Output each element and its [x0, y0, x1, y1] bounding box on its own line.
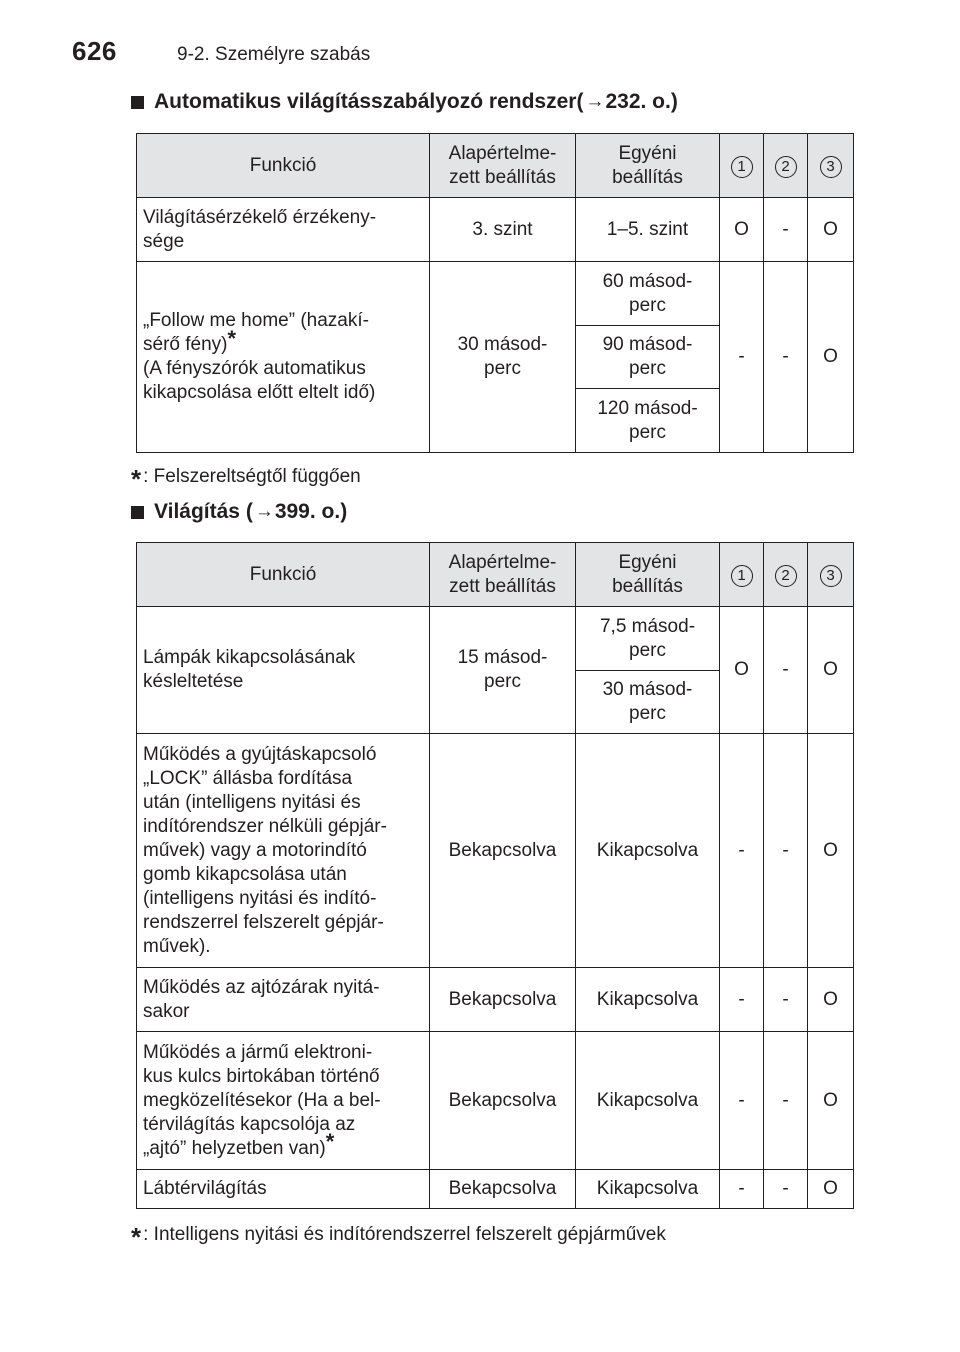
table-header-row: [137, 134, 854, 198]
cell-col-1: -: [720, 734, 764, 968]
circled-3-icon: 3: [820, 565, 842, 587]
header-function: Funkció: [137, 134, 430, 198]
cell-col-1: -: [720, 262, 764, 453]
cell-custom-option: 120 másod- perc: [576, 389, 720, 453]
cell-default: Bekapcsolva: [430, 1170, 576, 1209]
cell-function: Működés az ajtózárak nyitá- sakor: [137, 968, 430, 1032]
footnote-text: : Intelligens nyitási és indítórendszerrel felszerelt gépjárművek: [143, 1224, 666, 1245]
footnote-marker: *: [325, 1129, 335, 1155]
cell-custom-option: 90 másod- perc: [576, 326, 720, 389]
cell-custom: 1–5. szint: [576, 198, 720, 262]
footnote-text: : Felszereltségtől függően: [143, 466, 361, 487]
cell-default: 15 másod- perc: [430, 607, 576, 734]
cell-col-2: -: [764, 1170, 808, 1209]
cell-col-2: -: [764, 968, 808, 1032]
cell-custom: Kikapcsolva: [576, 1032, 720, 1170]
table-row: [137, 1032, 854, 1170]
page-number: 626: [72, 36, 117, 66]
cell-col-2: -: [764, 1032, 808, 1170]
cell-default: Bekapcsolva: [430, 968, 576, 1032]
cell-custom-option: 30 másod- perc: [576, 671, 720, 734]
circled-2-icon: 2: [775, 156, 797, 178]
table-row: [137, 607, 854, 671]
cell-col-2: -: [764, 607, 808, 734]
circled-3-icon: 3: [820, 156, 842, 178]
heading-text: Világítás (: [154, 500, 253, 523]
header-default: Alapértelme- zett beállítás: [430, 134, 576, 198]
cell-function: Világításérzékelő érzékeny- sége: [137, 198, 430, 262]
bullet-square-icon: [131, 506, 144, 519]
cell-custom-option: 60 másod- perc: [576, 262, 720, 326]
cell-col-2: -: [764, 198, 808, 262]
cell-default: Bekapcsolva: [430, 734, 576, 968]
table-row: [137, 198, 854, 262]
section-heading-auto-lighting: [131, 90, 678, 114]
cell-col-1: -: [720, 1032, 764, 1170]
cell-col-1: -: [720, 968, 764, 1032]
header-default: Alapértelme- zett beállítás: [430, 543, 576, 607]
header-col-3: [808, 543, 854, 607]
circled-2-icon: 2: [775, 565, 797, 587]
function-text: „Follow me home” (hazakí- sérő fény): [143, 310, 369, 355]
header-function: Funkció: [137, 543, 430, 607]
cell-col-3: O: [808, 1032, 854, 1170]
cell-col-3: O: [808, 262, 854, 453]
cell-col-1: O: [720, 198, 764, 262]
cell-custom-option: 7,5 másod- perc: [576, 607, 720, 671]
cell-col-1: O: [720, 607, 764, 734]
table-row: [137, 968, 854, 1032]
section-heading-lighting: [131, 500, 347, 524]
bullet-square-icon: [131, 96, 144, 109]
cell-col-3: O: [808, 734, 854, 968]
page-reference: 232. o.): [605, 90, 678, 113]
function-text-note: (A fényszórók automatikus kikapcsolása előtt eltelt idő): [143, 358, 376, 403]
table-header-row: [137, 543, 854, 607]
cell-function: Működés a gyújtáskapcsoló „LOCK” állásba fordítása után (intelligens nyitási és indítórendszer nélküli gépjár- művek) vagy a motorindító gomb kikapcsolása után (intelligens nyitási és indító- rendszerrel felszerelt gépjár- művek).: [137, 734, 430, 968]
header-custom: Egyéni beállítás: [576, 134, 720, 198]
chapter-title: 9-2. Személyre szabás: [177, 44, 371, 65]
arrow-right-icon: →: [254, 501, 274, 522]
cell-col-2: -: [764, 734, 808, 968]
header-col-1: [720, 134, 764, 198]
cell-function: [137, 262, 430, 453]
cell-col-3: O: [808, 198, 854, 262]
cell-col-3: O: [808, 968, 854, 1032]
cell-custom: Kikapcsolva: [576, 1170, 720, 1209]
cell-default: 3. szint: [430, 198, 576, 262]
header-custom: Egyéni beállítás: [576, 543, 720, 607]
table-row: [137, 1170, 854, 1209]
header-col-1: [720, 543, 764, 607]
auto-lighting-table: [136, 133, 854, 453]
table-row: [137, 262, 854, 326]
footnote-star: *: [131, 464, 142, 494]
cell-default: 30 másod- perc: [430, 262, 576, 453]
arrow-right-icon: →: [585, 91, 605, 112]
table-row: [137, 734, 854, 968]
circled-1-icon: 1: [731, 156, 753, 178]
cell-function: Lábtérvilágítás: [137, 1170, 430, 1209]
footnote-star: *: [131, 1222, 142, 1252]
cell-function: Lámpák kikapcsolásának késleltetése: [137, 607, 430, 734]
cell-col-1: -: [720, 1170, 764, 1209]
footnote-marker: *: [227, 325, 237, 351]
cell-function: [137, 1032, 430, 1170]
cell-default: Bekapcsolva: [430, 1032, 576, 1170]
page-reference: 399. o.): [274, 500, 348, 523]
header-col-2: [764, 543, 808, 607]
cell-custom: Kikapcsolva: [576, 968, 720, 1032]
footnote: [131, 458, 361, 494]
cell-custom: Kikapcsolva: [576, 734, 720, 968]
circled-1-icon: 1: [731, 565, 753, 587]
cell-col-3: O: [808, 607, 854, 734]
footnote: [131, 1216, 666, 1252]
lighting-table: [136, 542, 854, 1209]
header-col-3: [808, 134, 854, 198]
cell-col-2: -: [764, 262, 808, 453]
function-text: Működés a jármű elektroni- kus kulcs birtokában történő megközelítésekor (Ha a bel- térvilágítás kapcsolója az „ajtó” helyzetben van): [143, 1041, 381, 1159]
cell-col-3: O: [808, 1170, 854, 1209]
heading-text: Automatikus világításszabályozó rendszer(: [154, 90, 584, 113]
header-col-2: [764, 134, 808, 198]
